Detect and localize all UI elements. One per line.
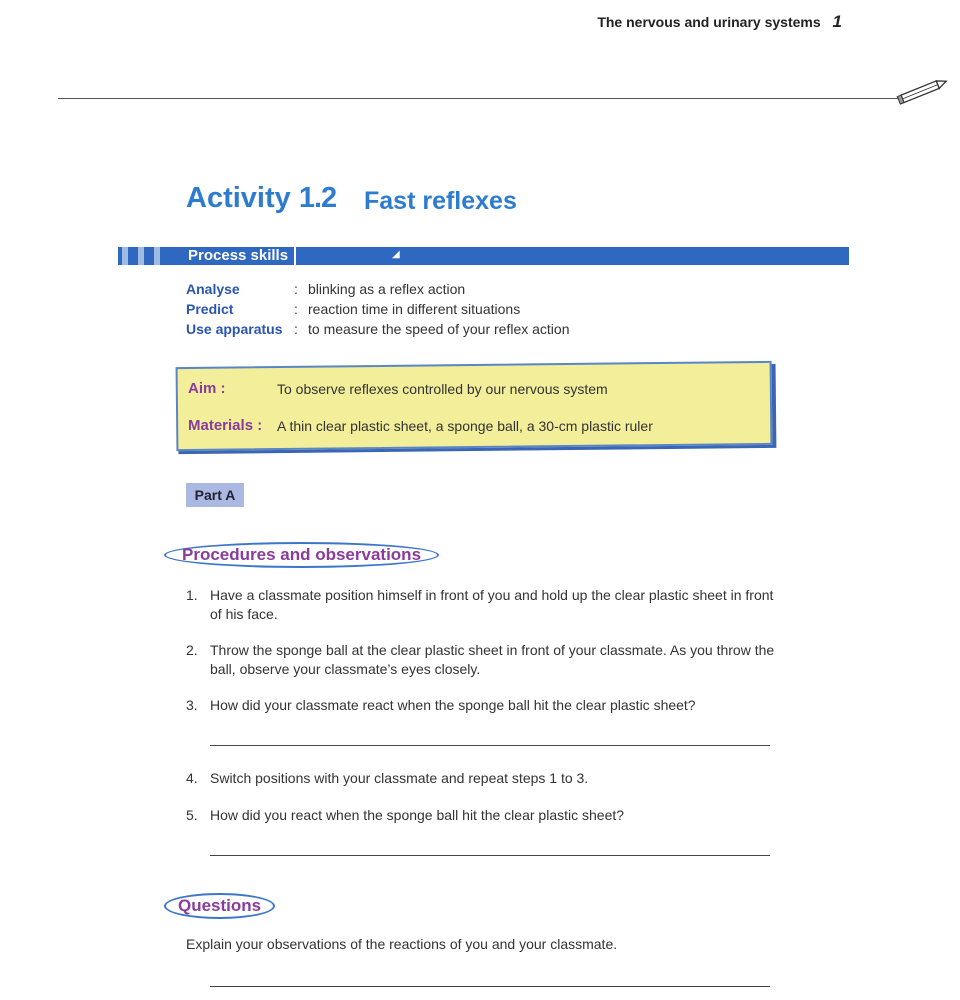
skill-name: Use apparatus [186,321,283,337]
activity-number: 1.2 [298,182,337,214]
answer-line[interactable] [210,986,770,987]
step-text: Throw the sponge ball at the clear plastic sheet in front of your classmate. As you throw the ball, observe your classmate’s eyes closely. [210,642,775,677]
skill-name: Predict [186,301,234,317]
step-text: How did your classmate react when the sponge ball hit the clear plastic sheet? [210,697,696,713]
skill-description: blinking as a reflex action [308,281,466,297]
skill-separator: : [294,301,298,317]
step-text: Switch positions with your classmate and repeat steps 1 to 3. [210,770,589,786]
list-item [186,769,776,788]
step-text: How did you react when the sponge ball hit the clear plastic sheet? [210,807,625,823]
step-text: Have a classmate position himself in front of you and hold up the clear plastic sheet in front of his face. [210,587,774,622]
aim-text: To observe reflexes controlled by our nervous system [277,381,608,397]
bar-tick-mark: ◢ [392,249,400,260]
step-number: 4. [186,770,198,786]
answer-line[interactable] [210,745,770,746]
procedures-heading: Procedures and observations [164,542,439,568]
question-prompt: Explain your observations of the reactions of you and your classmate. [186,936,618,952]
bar-stripe [122,247,128,265]
chapter-title: The nervous and urinary systems [597,14,821,30]
materials-text: A thin clear plastic sheet, a sponge ball, a 30-cm plastic ruler [277,418,653,434]
step-number: 1. [186,587,198,603]
step-number: 3. [186,697,198,713]
step-number: 5. [186,807,198,823]
bar-stripe [154,247,160,265]
activity-label: Activity [186,182,291,214]
list-item [186,696,776,715]
part-label: Part A [186,483,244,507]
skill-row [186,299,520,319]
skill-separator: : [294,281,298,297]
running-header [560,12,842,32]
bar-stripe [138,247,144,265]
skill-name: Analyse [186,281,240,297]
activity-title [186,182,336,215]
list-item [186,806,776,825]
pencil-icon [895,76,950,106]
list-item [186,586,776,624]
page-number: 1 [832,12,842,31]
materials-label: Materials : [188,417,263,434]
activity-subtitle: Fast reflexes [364,187,517,215]
skill-row [186,319,569,339]
header-rule [58,98,898,99]
skill-separator: : [294,321,298,337]
list-item [186,641,776,679]
process-skills-heading: Process skills [182,247,296,265]
skill-description: to measure the speed of your reflex action [308,321,570,337]
step-number: 2. [186,642,198,658]
skill-description: reaction time in different situations [308,301,521,317]
aim-box [176,361,773,451]
aim-label: Aim : [188,380,226,397]
questions-heading: Questions [164,893,275,919]
skill-row [186,279,465,299]
answer-line[interactable] [210,855,770,856]
